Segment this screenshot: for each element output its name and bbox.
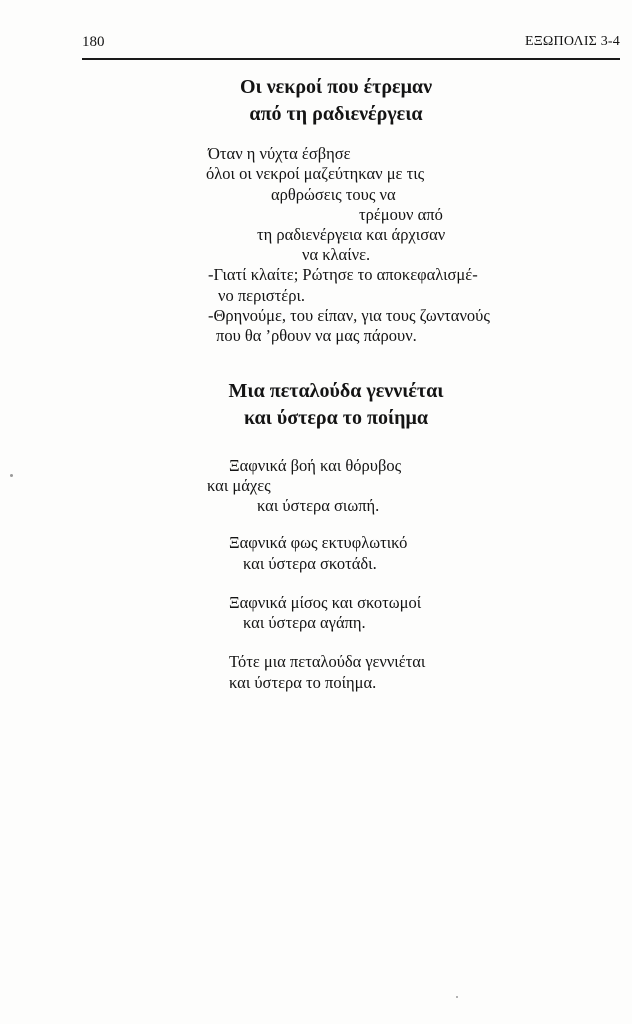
poem-2-line: Τότε μια πεταλούδα γεννιέται xyxy=(229,652,426,671)
running-head: ΕΞΩΠΟΛΙΣ 3-4 xyxy=(524,34,620,49)
page-header xyxy=(82,34,620,58)
poem-2-line: Ξαφνικά φως εκτυφλωτικό xyxy=(229,533,408,552)
poem-1-line: να κλαίνε. xyxy=(302,245,371,264)
poem-2-line: και ύστερα αγάπη. xyxy=(243,613,366,632)
poem-1-line: τη ραδιενέργεια και άρχισαν xyxy=(257,225,446,244)
poem-2-line: και ύστερα το ποίημα. xyxy=(229,673,377,692)
page-number: 180 xyxy=(82,34,105,50)
poem-1-title xyxy=(0,74,632,128)
poem-2-title-line: και ύστερα το ποίημα xyxy=(243,407,428,429)
poem-2-line: και μάχες xyxy=(207,476,271,495)
poem-2-line: Ξαφνικά βοή και θόρυβος xyxy=(229,456,402,475)
poem-1-line: τρέμουν από xyxy=(359,205,443,224)
poem-2-line: Ξαφνικά μίσος και σκοτωμοί xyxy=(229,593,422,612)
poem-1-line: όλοι οι νεκροί μαζεύτηκαν με τις xyxy=(206,164,425,183)
poem-2-title-line: Μια πεταλούδα γεννιέται xyxy=(228,380,444,402)
poem-2-line: και ύστερα σκοτάδι. xyxy=(243,554,377,573)
poem-2-line: και ύστερα σιωπή. xyxy=(257,496,380,515)
poem-1-line: -Γιατί κλαίτε; Ρώτησε το αποκεφαλισμέ- xyxy=(208,265,478,284)
scan-speck xyxy=(10,474,13,477)
poem-1-line: νο περιστέρι. xyxy=(218,286,306,305)
poem-2-title xyxy=(0,378,632,432)
poem-1-title-line: από τη ραδιενέργεια xyxy=(249,103,423,125)
poem-1-line: που θα ’ρθουν να μας πάρουν. xyxy=(216,326,417,345)
poem-1-title-line: Οι νεκροί που έτρεμαν xyxy=(239,76,433,98)
poem-1-line: αρθρώσεις τους να xyxy=(271,185,396,204)
poem-1-line: -Θρηνούμε, του είπαν, για τους ζωντανούς xyxy=(208,306,490,325)
poem-1-line: Όταν η νύχτα έσβησε xyxy=(208,144,351,163)
scan-speck xyxy=(456,996,458,998)
header-rule xyxy=(82,58,620,60)
